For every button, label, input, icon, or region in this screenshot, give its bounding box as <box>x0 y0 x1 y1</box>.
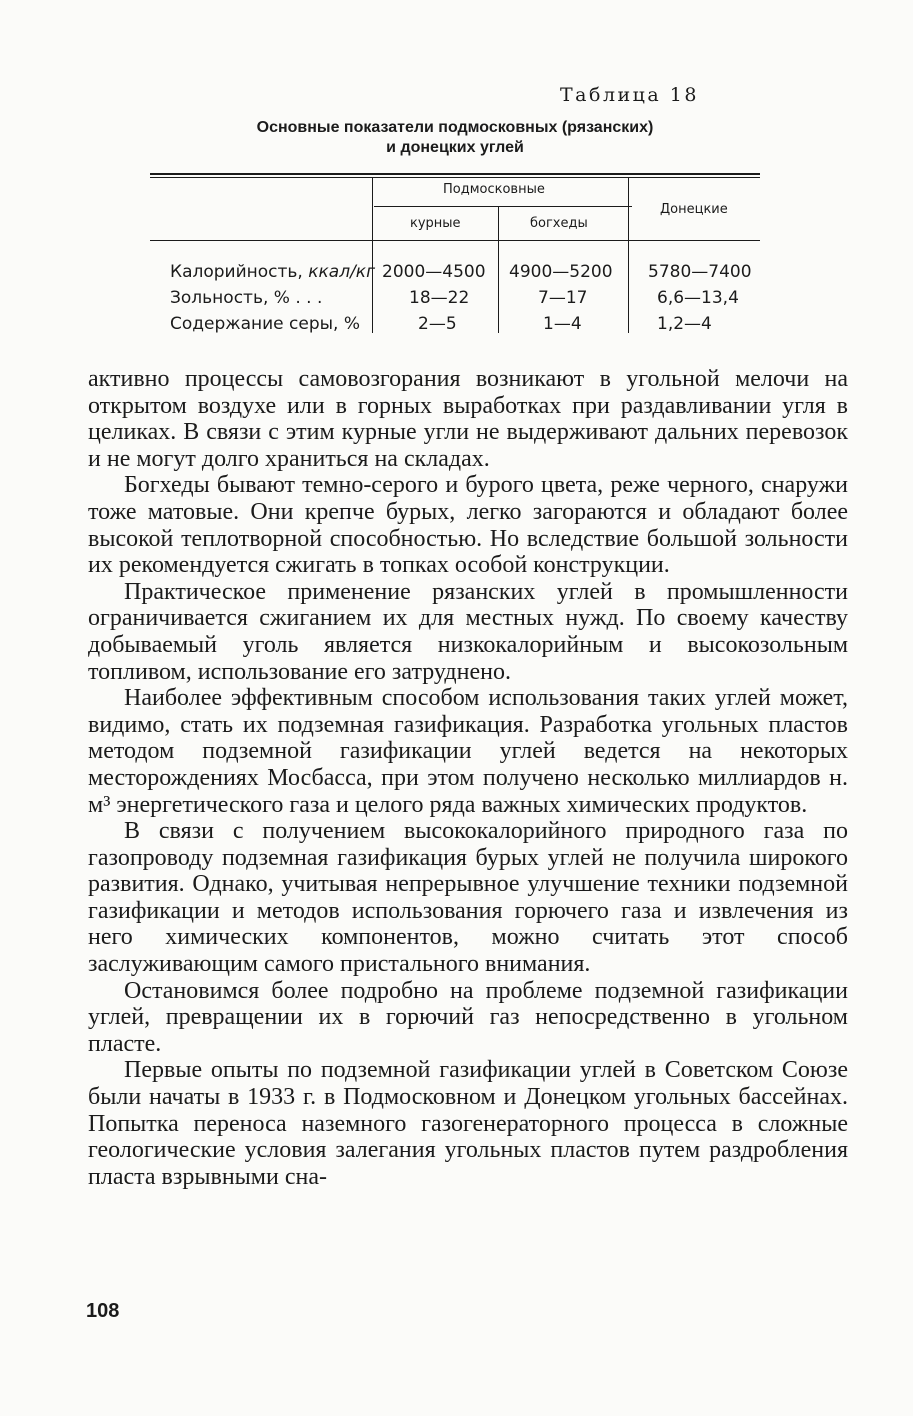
cell-sulfur-kurnye: 2—5 <box>418 314 457 334</box>
body-text <box>88 366 848 1190</box>
paragraph: Практическое применение рязанских углей в промышленности ограничивается сжиганием их для местных нужд. По своему качеству добываемый уголь является низкокалорийным и высокозольным топливом, использование его затруднено. <box>88 578 848 685</box>
cell-ash-kurnye: 18—22 <box>409 288 470 308</box>
vline-1 <box>372 178 373 333</box>
row-label-unit: ккал/кг <box>308 262 375 282</box>
cell-sulfur-donetsk: 1,2—4 <box>657 314 712 334</box>
table-label: Таблица 18 <box>560 84 699 106</box>
paragraph: В связи с получением высококалорийного природного газа по газопроводу подземная газификация бурых углей не получила широкого развития. Однако, учитывая непрерывное улучшение техники подземной газификации и методов использования горючего газа и извлечения из него химических компонентов, можно считать этот способ заслуживающим самого пристального внимания. <box>88 818 848 978</box>
cell-calorific-donetsk: 5780—7400 <box>648 262 752 282</box>
vline-2 <box>498 207 499 333</box>
header-group-podmoskovnye: Подмосковные <box>443 182 545 197</box>
caption-line-2: и донецких углей <box>386 139 524 156</box>
row-label-sulfur: Содержание серы, % <box>170 314 361 334</box>
paragraph: Наиболее эффективным способом использования таких углей может, видимо, стать их подземная газификация. Разработка угольных пластов методом подземной газификации углей ведется на некоторых месторождениях Мосбасса, при этом получено несколько миллиардов н. м³ энергетического газа и целого ряда важных химических продуктов. <box>88 685 848 818</box>
cell-ash-donetsk: 6,6—13,4 <box>657 288 739 308</box>
group-sub-rule <box>374 206 632 207</box>
row-label-calorific <box>170 262 375 282</box>
vline-3 <box>628 178 629 333</box>
cell-calorific-kurnye: 2000—4500 <box>382 262 486 282</box>
cell-sulfur-bogkhedy: 1—4 <box>543 314 582 334</box>
paragraph: активно процессы самовозгорания возникают в угольной мелочи на открытом воздухе или в горных выработках при раздавливании угля в целиках. В связи с этим курные угли не выдерживают дальних перевозок и не могут долго храниться на складах. <box>88 366 848 472</box>
paragraph: Первые опыты по подземной газификации углей в Советском Союзе были начаты в 1933 г. в Подмосковном и Донецком угольных бассейнах. Попытка переноса наземного газогенераторного процесса в сложные геологические условия залегания угольных пластов путем раздробления пласта взрывными сна- <box>88 1057 848 1190</box>
page-number: 108 <box>86 1300 120 1322</box>
paragraph: Богхеды бывают темно-серого и бурого цвета, реже черного, снаружи тоже матовые. Они крепче бурых, легко загораются и обладают более высокой теплотворной способностью. Но вследствие большой зольности их рекомендуется сжигать в топках особой конструкции. <box>88 472 848 579</box>
paragraph: Остановимся более подробно на проблеме подземной газификации углей, превращении их в горючий газ непосредственно в угольном пласте. <box>88 977 848 1057</box>
cell-ash-bogkhedy: 7—17 <box>538 288 588 308</box>
table-top-rule-2 <box>150 177 760 178</box>
table-caption <box>150 118 760 158</box>
caption-line-1: Основные показатели подмосковных (рязанских) <box>256 119 654 136</box>
header-bogkhedy: богхеды <box>530 216 588 231</box>
row-label-ash: Зольность, % . . . <box>170 288 323 308</box>
table-header-rule <box>150 240 760 241</box>
cell-calorific-bogkhedy: 4900—5200 <box>509 262 613 282</box>
header-donetsk: Донецкие <box>660 202 728 217</box>
row-label-text: Калорийность, <box>170 262 303 282</box>
table-top-rule <box>150 173 760 175</box>
header-kurnye: курные <box>410 216 461 231</box>
